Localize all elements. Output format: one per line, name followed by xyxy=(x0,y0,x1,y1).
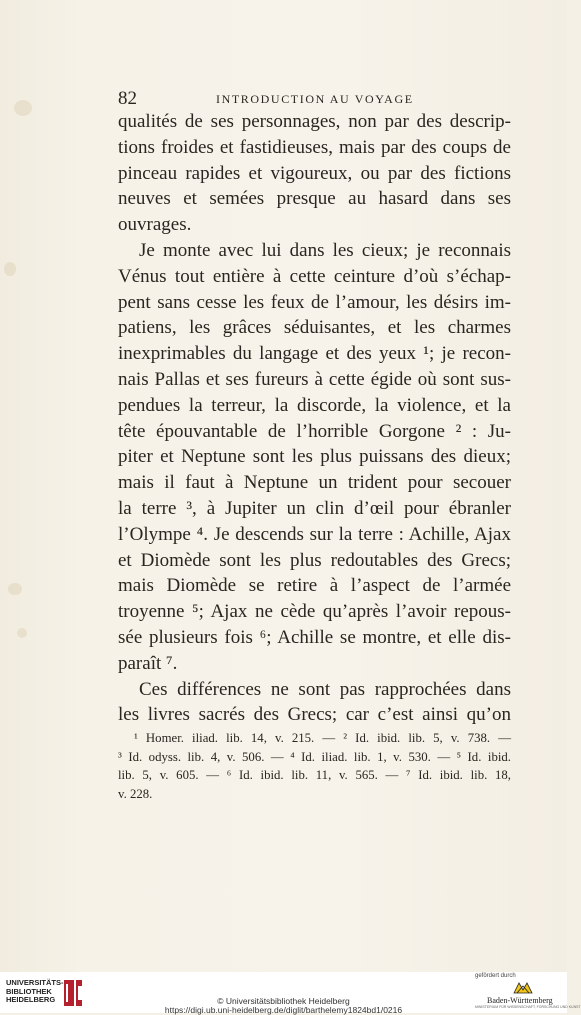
text-line: Ces différences ne sont pas rapprochées dans xyxy=(139,678,511,700)
text-line: mais il faut à Neptune un trident pour secouer xyxy=(118,472,511,494)
running-head: INTRODUCTION AU VOYAGE xyxy=(216,92,414,106)
funded-by-label: gefördert durch xyxy=(475,973,516,979)
footnote-line: v. 228. xyxy=(118,786,153,801)
library-name-line: UNIVERSITÄTS- xyxy=(6,978,64,987)
foxing-stain xyxy=(8,583,22,595)
library-name-line: BIBLIOTHEK xyxy=(6,986,52,996)
text-line: Je monte avec lui dans les cieux; je reconnais xyxy=(139,239,511,261)
funder-name: Baden-Württemberg xyxy=(487,996,553,1005)
footnote-line: ³ Id. odyss. lib. 4, v. 506. — ⁴ Id. iliad. lib. 1, v. 530. — ⁵ Id. ibid. xyxy=(118,749,511,764)
foxing-stain xyxy=(14,100,32,116)
text-line: tête épouvantable de l’horrible Gorgone ² : Ju- xyxy=(118,420,511,442)
text-line: sée plusieurs fois ⁶; Achille se montre, et elle dis- xyxy=(118,626,511,648)
body-text xyxy=(118,109,511,728)
page-header xyxy=(118,88,511,110)
foxing-stain xyxy=(4,262,16,276)
text-line: l’Olympe ⁴. Je descends sur la terre : Achille, Ajax xyxy=(118,523,511,545)
text-line: patiens, les grâces séduisantes, et les charmes xyxy=(118,317,511,339)
text-line: la terre ³, à Jupiter un clin d’œil pour ébranler xyxy=(118,497,511,519)
text-line: les livres sacrés des Grecs; car c’est ainsi qu’on xyxy=(118,704,511,726)
footnote-line: lib. 5, v. 605. — ⁶ Id. ibid. lib. 11, v. 565. — ⁷ Id. ibid. lib. 18, xyxy=(118,768,511,782)
text-line: tions froides et fastidieuses, mais par des coups de xyxy=(118,136,511,158)
text-line: neuves et semées presque au hasard dans ses xyxy=(118,188,511,210)
text-line: ouvrages. xyxy=(118,214,192,236)
text-line: pinceau rapides et vigoureux, ou par des fictions xyxy=(118,162,511,184)
text-line: pendues la terreur, la discorde, la violence, et la xyxy=(118,394,511,416)
text-line: troyenne ⁵; Ajax ne cède qu’après l’avoir repous- xyxy=(118,601,511,623)
library-name-line: HEIDELBERG xyxy=(6,995,56,1005)
footnotes xyxy=(118,729,511,803)
text-line: et Diomède sont les plus redoutables des Grecs; xyxy=(118,549,511,571)
text-line: pent sans cesse les feux de l’amour, les désirs im- xyxy=(118,291,511,313)
foxing-stain xyxy=(17,628,27,638)
text-line: inexprimables du langage et des yeux ¹; je recon- xyxy=(118,343,511,365)
text-line: piter et Neptune sont les plus puissans des dieux; xyxy=(118,446,511,468)
text-line: mais Diomède se retire à l’aspect de l’armée xyxy=(118,575,511,597)
text-line: Vénus tout entière à cette ceinture d’où s’échap- xyxy=(118,265,511,287)
text-line: paraît ⁷. xyxy=(118,652,178,674)
page-number: 82 xyxy=(118,88,137,109)
viewer-footer xyxy=(0,972,581,1015)
permalink[interactable]: https://digi.ub.uni-heidelberg.de/diglit/barthelemy1824bd1/0216 xyxy=(164,1005,403,1015)
footnote-line: ¹ Homer. iliad. lib. 14, v. 215. — ² Id. ibid. lib. 5, v. 738. — xyxy=(134,731,511,745)
funder-tagline: MINISTERIUM FÜR WISSENSCHAFT, FORSCHUNG UND KUNST xyxy=(475,1005,581,1009)
funder-logo[interactable] xyxy=(475,973,581,1011)
baden-wuerttemberg-icon xyxy=(513,981,533,995)
copyright-notice: © Universitätsbibliothek Heidelberg xyxy=(217,996,350,1006)
text-line: qualités de ses personnages, non par des descrip- xyxy=(118,111,511,132)
text-line: nais Pallas et ses fureurs à cette égide où sont sus- xyxy=(118,368,511,390)
